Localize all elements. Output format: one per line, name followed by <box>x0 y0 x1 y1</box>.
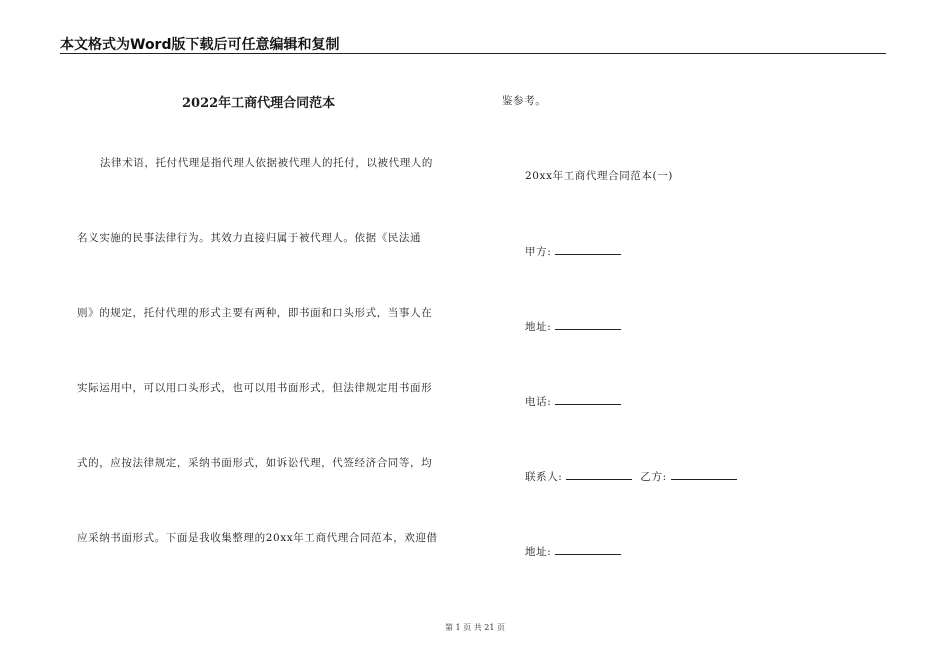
page-number-footer: 第 1 页 共 21 页 <box>445 623 505 632</box>
paragraph-line: 实际运用中，可以用口头形式，也可以用书面形式，但法律规定用书面形 <box>77 382 433 394</box>
paragraph-line: 名义实施的民事法律行为。其效力直接归属于被代理人。依据《民法通 <box>77 232 422 244</box>
phone-label: 电话: <box>525 396 552 408</box>
paragraph-line: 应采纳书面形式。下面是我收集整理的20xx年工商代理合同范本，欢迎借 <box>77 532 438 544</box>
address-blank-2 <box>555 543 621 555</box>
contact-blank <box>566 468 632 480</box>
address-field-2 <box>525 543 621 559</box>
address-label: 地址: <box>525 321 552 333</box>
paragraph-line: 则》的规定，托付代理的形式主要有两种，即书面和口头形式，当事人在 <box>77 307 433 319</box>
paragraph-line: 法律术语，托付代理是指代理人依据被代理人的托付，以被代理人的 <box>100 157 433 169</box>
document-title: 2022年工商代理合同范本 <box>182 96 336 111</box>
party-b-label: 乙方: <box>640 471 667 483</box>
party-a-label: 甲方: <box>525 246 552 258</box>
party-a-field <box>525 243 621 259</box>
address-field <box>525 318 621 334</box>
document-header-note: 本文格式为Word版下载后可任意编辑和复制 <box>60 37 340 53</box>
address-label-2: 地址: <box>525 546 552 558</box>
party-b-blank <box>671 468 737 480</box>
section-heading: 20xx年工商代理合同范本(一) <box>525 170 673 182</box>
paragraph-line: 式的，应按法律规定，采纳书面形式，如诉讼代理，代签经济合同等，均 <box>77 457 433 469</box>
contact-label: 联系人: <box>525 471 563 483</box>
contact-party-b-field <box>525 468 737 484</box>
header-divider <box>60 53 886 54</box>
phone-field <box>525 393 621 409</box>
paragraph-continuation: 鉴参考。 <box>502 95 547 107</box>
phone-blank <box>555 393 621 405</box>
address-blank <box>555 318 621 330</box>
party-a-blank <box>555 243 621 255</box>
